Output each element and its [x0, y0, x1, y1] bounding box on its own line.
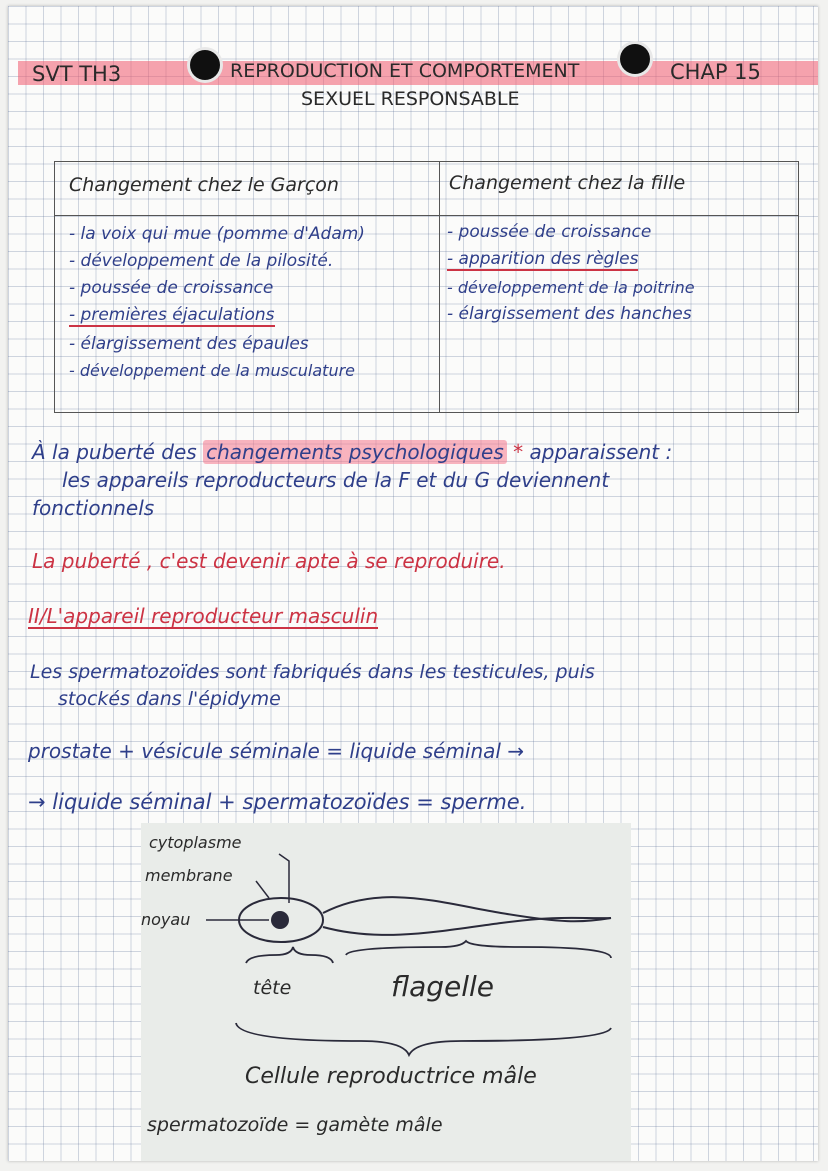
membrane-pointer: [256, 881, 269, 898]
puberty-line1-post: apparaissent :: [529, 440, 673, 464]
list-item: - développement de la pilosité.: [69, 251, 334, 271]
label-nucleus: noyau: [141, 910, 191, 929]
label-caption: spermatozoïde = gamète mâle: [147, 1114, 443, 1136]
table-header-divider: [55, 215, 798, 216]
label-cytoplasm: cytoplasme: [149, 833, 242, 852]
flagellum-brace: [346, 941, 611, 958]
subject-label: SVT TH3: [32, 62, 122, 86]
list-item: - la voix qui mue (pomme d'Adam): [69, 224, 365, 244]
chapter-label: CHAP 15: [670, 60, 761, 84]
nucleus-dot: [271, 911, 289, 929]
puberty-line1: [32, 442, 672, 462]
head-brace: [246, 947, 333, 963]
formula-1: prostate + vésicule séminale = liquide séminal →: [28, 739, 525, 763]
cell-brace: [236, 1023, 611, 1055]
paragraph-line2: stockés dans l'épidyme: [58, 688, 281, 710]
list-item: - élargissement des épaules: [69, 334, 309, 354]
list-item: - développement de la musculature: [69, 361, 355, 380]
paragraph-line1: Les spermatozoïdes sont fabriqués dans les testicules, puis: [30, 661, 595, 683]
label-flagellum: flagelle: [391, 970, 495, 1003]
list-item: - poussée de croissance: [447, 222, 652, 242]
list-item: - développement de la poitrine: [447, 278, 695, 297]
asterisk-icon: *: [513, 440, 524, 464]
page-title-line1: REPRODUCTION ET COMPORTEMENT: [230, 60, 580, 82]
list-item: - apparition des règles: [447, 249, 639, 269]
cytoplasm-pointer: [279, 854, 289, 903]
psychological-changes-highlight: changements psychologiques: [203, 440, 507, 464]
puberty-line2: les appareils reproducteurs de la F et du G deviennent: [62, 468, 610, 492]
puberty-definition: La puberté , c'est devenir apte à se reproduire.: [32, 549, 506, 573]
punch-hole-right: [620, 44, 650, 74]
section-heading: II/L'appareil reproducteur masculin: [28, 604, 379, 628]
table-header-girls: Changement chez la fille: [449, 172, 686, 194]
page-title-line2: SEXUEL RESPONSABLE: [301, 88, 520, 110]
formula-2: → liquide séminal + spermatozoïdes = sperme.: [28, 790, 527, 814]
notebook-page: [8, 6, 818, 1161]
label-cell: Cellule reproductrice mâle: [245, 1064, 537, 1089]
list-item: - premières éjaculations: [69, 305, 275, 325]
puberty-line1-pre: À la puberté des: [32, 440, 197, 464]
label-membrane: membrane: [145, 866, 233, 885]
label-head: tête: [253, 977, 292, 999]
changes-table: [54, 161, 799, 413]
list-item: - élargissement des hanches: [447, 304, 692, 324]
sperm-cell-diagram: [141, 823, 631, 1161]
table-header-boys: Changement chez le Garçon: [69, 174, 339, 196]
table-column-divider: [439, 162, 440, 412]
puberty-line3: fonctionnels: [32, 496, 155, 520]
punch-hole-left: [190, 50, 220, 80]
list-item: - poussée de croissance: [69, 278, 274, 298]
